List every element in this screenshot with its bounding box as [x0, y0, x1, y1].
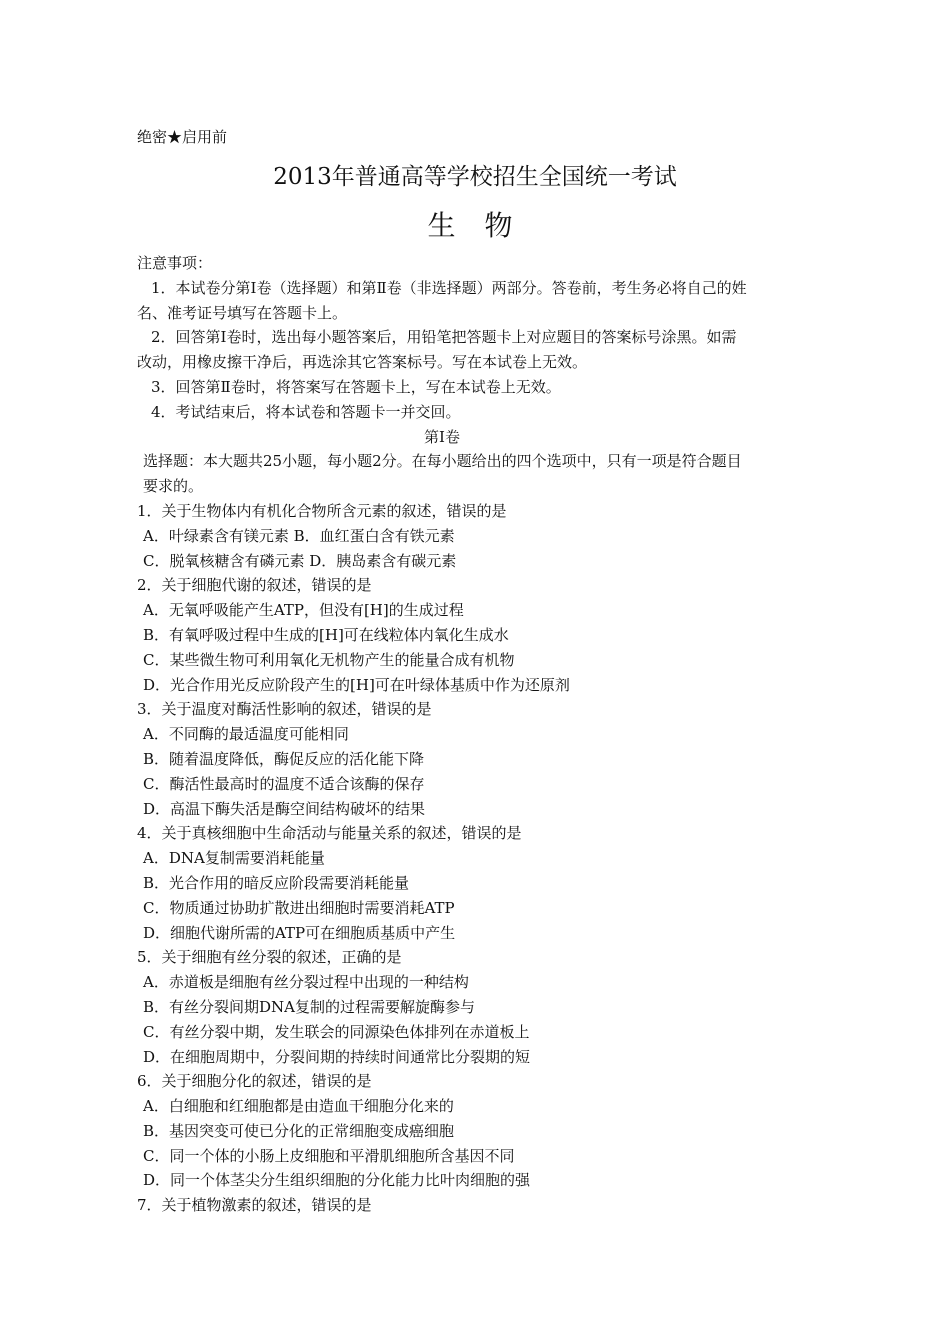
exam-title: 2013年普通高等学校招生全国统一考试: [273, 164, 677, 190]
question-stem: 6．关于细胞分化的叙述，错误的是: [137, 1072, 372, 1091]
exam-body: [137, 251, 747, 1218]
question-option: A．不同酶的最适温度可能相同: [143, 725, 349, 744]
subject-title: 生 物: [427, 209, 523, 242]
question-option: B．基因突变可使已分化的正常细胞变成癌细胞: [143, 1121, 455, 1140]
question-option: A．叶绿素含有镁元素 B．血红蛋白含有铁元素: [143, 526, 455, 545]
question-stem: 3．关于温度对酶活性影响的叙述，错误的是: [137, 700, 432, 719]
question-stem: 5．关于细胞有丝分裂的叙述，正确的是: [137, 948, 402, 967]
question-option: A．无氧呼吸能产生ATP，但没有[H]的生成过程: [143, 601, 464, 620]
section-intro: 选择题：本大题共25小题，每小题2分。在每小题给出的四个选项中，只有一项是符合题目要求的。: [143, 452, 742, 496]
question-option: A．DNA复制需要消耗能量: [143, 849, 325, 868]
question-option: B．有氧呼吸过程中生成的[H]可在线粒体内氧化生成水: [143, 625, 509, 644]
question-stem: 2．关于细胞代谢的叙述，错误的是: [137, 576, 372, 595]
question-option: A．白细胞和红细胞都是由造血干细胞分化来的: [143, 1097, 454, 1116]
question-option: D．高温下酶失活是酶空间结构破坏的结果: [143, 799, 426, 818]
question-option: B．有丝分裂间期DNA复制的过程需要解旋酶参与: [143, 997, 476, 1016]
section-title: 第Ⅰ卷: [424, 427, 460, 446]
notice-item: 4．考试结束后，将本试卷和答题卡一并交回。: [151, 402, 461, 421]
question-stem: 4．关于真核细胞中生命活动与能量关系的叙述，错误的是: [137, 824, 522, 843]
question-option: D．同一个体茎尖分生组织细胞的分化能力比叶肉细胞的强: [143, 1171, 531, 1190]
question-option: C．某些微生物可利用氧化无机物产生的能量合成有机物: [143, 650, 515, 669]
question-option: B．随着温度降低，酶促反应的活化能下降: [143, 749, 425, 768]
question-option: C．物质通过协助扩散进出细胞时需要消耗ATP: [143, 898, 455, 917]
question-option: A．赤道板是细胞有丝分裂过程中出现的一种结构: [143, 973, 469, 992]
notice-heading: 注意事项：: [137, 254, 213, 272]
question-option: D．在细胞周期中，分裂间期的持续时间通常比分裂期的短: [143, 1047, 531, 1066]
question-option: C．酶活性最高时的温度不适合该酶的保存: [143, 774, 425, 793]
question-option: D．细胞代谢所需的ATP可在细胞质基质中产生: [143, 923, 456, 942]
question-stem: 1．关于生物体内有机化合物所含元素的叙述，错误的是: [137, 501, 507, 520]
question-option: C．有丝分裂中期，发生联会的同源染色体排列在赤道板上: [143, 1022, 530, 1041]
question-option: C．同一个体的小肠上皮细胞和平滑肌细胞所含基因不同: [143, 1146, 515, 1165]
notice-item: 1．本试卷分第Ⅰ卷（选择题）和第Ⅱ卷（非选择题）两部分。答卷前，考生务必将自己的姓名、准考证号填写在答题卡上。: [137, 278, 747, 322]
question-option: D．光合作用光反应阶段产生的[H]可在叶绿体基质中作为还原剂: [143, 675, 570, 694]
confidential-label: 绝密★启用前: [137, 128, 228, 146]
notice-item: 2．回答第Ⅰ卷时，选出每小题答案后，用铅笔把答题卡上对应题目的答案标号涂黑。如需改动，用橡皮擦干净后，再选涂其它答案标号。写在本试卷上无效。: [137, 328, 737, 372]
question-option: C．脱氧核糖含有磷元素 D．胰岛素含有碳元素: [143, 551, 457, 570]
question-option: B．光合作用的暗反应阶段需要消耗能量: [143, 873, 410, 892]
question-stem: 7．关于植物激素的叙述，错误的是: [137, 1196, 372, 1215]
notice-item: 3．回答第Ⅱ卷时，将答案写在答题卡上，写在本试卷上无效。: [151, 377, 561, 396]
